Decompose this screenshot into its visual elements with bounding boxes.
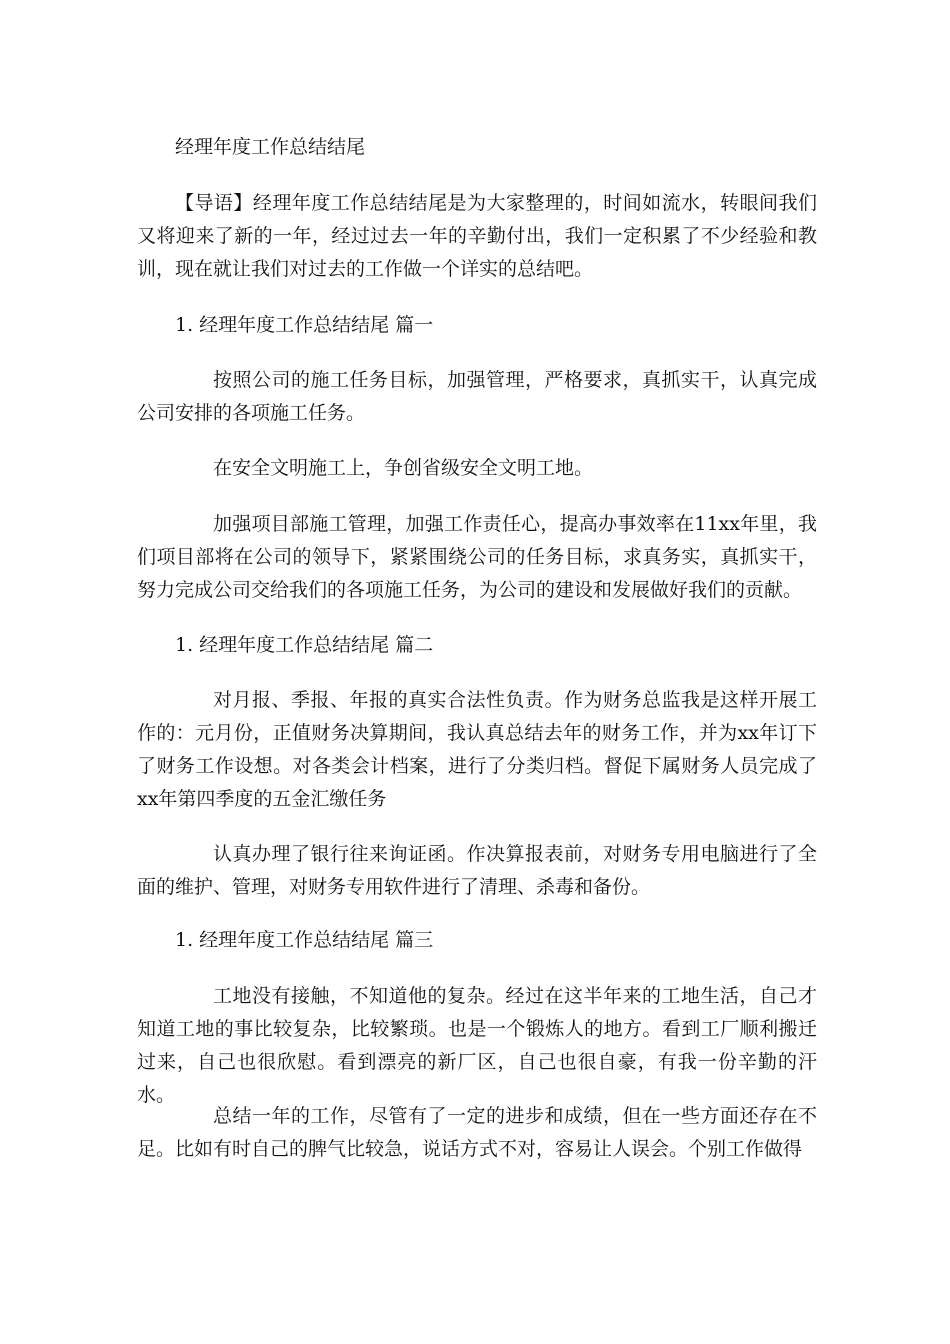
section-2-paragraph-2: 认真办理了银行往来询证函。作决算报表前，对财务专用电脑进行了全面的维护、管理，对财务专用软件进行了清理、杀毒和备份。: [137, 843, 817, 898]
section-1-paragraph-1: 按照公司的施工任务目标，加强管理，严格要求，真抓实干，认真完成公司安排的各项施工任务。: [137, 369, 817, 424]
section-1-paragraph-2: 在安全文明施工上，争创省级安全文明工地。: [213, 457, 594, 479]
section-heading-1: 1. 经理年度工作总结结尾 篇一: [175, 314, 434, 336]
section-3-paragraph-2: 总结一年的工作，尽管有了一定的进步和成绩，但在一些方面还存在不足。比如有时自己的脾气比较急，说话方式不对，容易让人误会。个别工作做得: [137, 1105, 817, 1160]
section-2-paragraph-1: 对月报、季报、年报的真实合法性负责。作为财务总监我是这样开展工作的：元月份，正值财务决算期间，我认真总结去年的财务工作，并为xx年订下了财务工作设想。对各类会计档案，进行了分类归档。督促下属财务人员完成了xx年第四季度的五金汇缴任务: [137, 689, 817, 810]
section-heading-3: 1. 经理年度工作总结结尾 篇三: [175, 929, 434, 951]
section-heading-2: 1. 经理年度工作总结结尾 篇二: [175, 634, 434, 656]
intro-paragraph: 【导语】经理年度工作总结结尾是为大家整理的，时间如流水，转眼间我们又将迎来了新的一年，经过过去一年的辛勤付出，我们一定积累了不少经验和教训，现在就让我们对过去的工作做一个详实的总结吧。: [137, 192, 817, 280]
section-1-paragraph-3: 加强项目部施工管理，加强工作责任心，提高办事效率在11xx年里，我们项目部将在公司的领导下，紧紧围绕公司的任务目标，求真务实，真抓实干，努力完成公司交给我们的各项施工任务，为公司的建设和发展做好我们的贡献。: [137, 513, 817, 601]
section-3-paragraph-1: 工地没有接触，不知道他的复杂。经过在这半年来的工地生活，自己才知道工地的事比较复杂，比较繁琐。也是一个锻炼人的地方。看到工厂顺利搬迁过来，自己也很欣慰。看到漂亮的新厂区，自己也很自豪，有我一份辛勤的汗水。: [137, 985, 817, 1106]
document-title: 经理年度工作总结结尾: [175, 136, 366, 158]
